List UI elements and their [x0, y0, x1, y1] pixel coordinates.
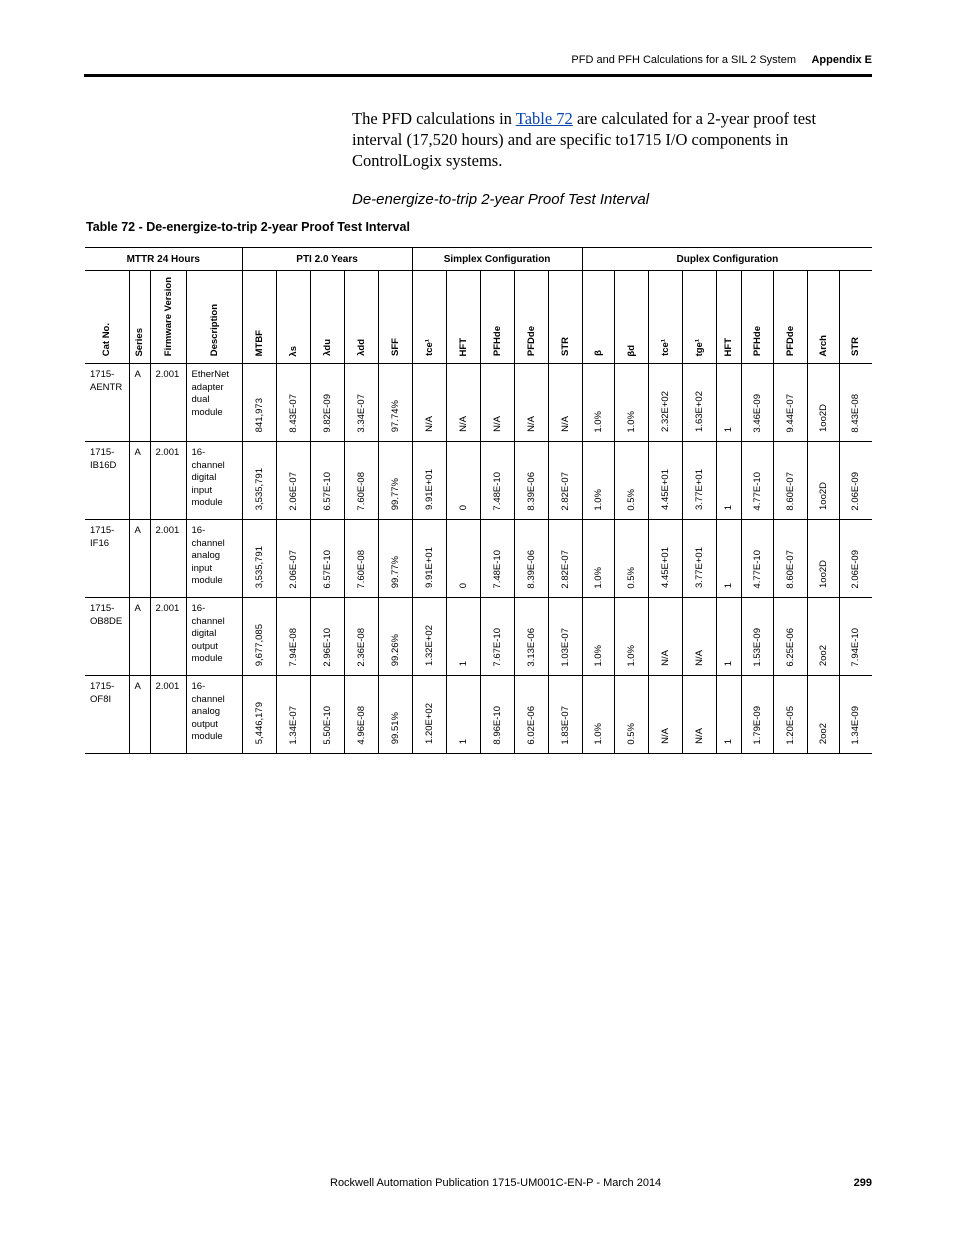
- col-header: HFT: [716, 271, 741, 364]
- value-cell: [839, 598, 872, 676]
- value-text: 1.0%: [592, 644, 604, 667]
- value-cell: [310, 442, 344, 520]
- value-text: N/A: [457, 416, 469, 433]
- value-cell: [310, 598, 344, 676]
- value-text: 9.44E-07: [784, 393, 796, 433]
- value-text: 99.51%: [389, 711, 401, 745]
- value-cell: [480, 442, 514, 520]
- value-text: N/A: [423, 416, 435, 433]
- value-cell: [741, 676, 773, 754]
- page-number: 299: [853, 1177, 872, 1189]
- value-cell: [582, 442, 614, 520]
- value-cell: [614, 520, 648, 598]
- value-cell: [242, 442, 276, 520]
- value-cell: [242, 598, 276, 676]
- col-header: tge¹: [682, 271, 716, 364]
- value-text: 2oo2: [817, 645, 829, 667]
- value-cell: [741, 598, 773, 676]
- value-text: 1: [723, 426, 735, 433]
- value-cell: [276, 364, 310, 442]
- value-text: 1.79E-09: [751, 705, 763, 745]
- running-header-appendix: Appendix E: [811, 54, 872, 66]
- value-text: 3.77E+01: [693, 469, 705, 511]
- value-text: 8.43E-07: [287, 393, 299, 433]
- value-text: 2.06E-09: [850, 549, 862, 589]
- value-cell: [412, 520, 446, 598]
- value-cell: [614, 442, 648, 520]
- firmware-cell: 2.001: [150, 442, 186, 520]
- header-rule: [84, 74, 872, 77]
- value-cell: [741, 442, 773, 520]
- value-text: 0.5%: [625, 566, 637, 589]
- value-text: 97.74%: [389, 399, 401, 433]
- value-text: 6.02E-06: [525, 705, 537, 745]
- description-cell: 16-channel analog output module: [186, 676, 242, 754]
- value-cell: [807, 676, 839, 754]
- value-text: 4.45E+01: [659, 469, 671, 511]
- value-text: N/A: [693, 650, 705, 667]
- value-text: 8.60E-07: [784, 549, 796, 589]
- value-text: 1.34E-07: [287, 705, 299, 745]
- value-cell: [548, 598, 582, 676]
- series-cell: A: [129, 598, 150, 676]
- value-cell: [773, 598, 807, 676]
- value-text: 8.39E-06: [525, 549, 537, 589]
- value-text: 5.50E-10: [321, 705, 333, 745]
- value-text: 99.77%: [389, 555, 401, 589]
- value-text: 9,677,085: [253, 623, 265, 667]
- col-header: Firmware Version: [150, 271, 186, 364]
- value-cell: [276, 676, 310, 754]
- value-cell: [682, 364, 716, 442]
- value-text: 4.96E-08: [355, 705, 367, 745]
- firmware-cell: 2.001: [150, 520, 186, 598]
- value-cell: [839, 520, 872, 598]
- value-cell: [648, 364, 682, 442]
- value-text: 3,535,791: [253, 467, 265, 511]
- value-text: 1.20E+02: [423, 703, 435, 745]
- value-cell: [344, 598, 378, 676]
- value-cell: [276, 442, 310, 520]
- value-cell: [446, 520, 480, 598]
- value-text: 4.77E-10: [751, 549, 763, 589]
- value-text: 1oo2D: [817, 482, 829, 511]
- group-header-row: [85, 248, 872, 271]
- value-text: N/A: [693, 728, 705, 745]
- value-cell: [548, 442, 582, 520]
- value-cell: [773, 442, 807, 520]
- value-text: 3.34E-07: [355, 393, 367, 433]
- col-header: MTBF: [242, 271, 276, 364]
- value-text: 1.0%: [625, 410, 637, 433]
- table-row: [85, 364, 872, 442]
- col-header: βd: [614, 271, 648, 364]
- value-text: 3.46E-09: [751, 393, 763, 433]
- intro-text-end: are calculated for a 2-year proof test interval (17,520 hours) and are specific to1715 I/O components in ControlLogix systems.: [352, 109, 817, 170]
- value-cell: [480, 520, 514, 598]
- value-text: 2.06E-09: [850, 471, 862, 511]
- value-cell: [446, 598, 480, 676]
- value-text: N/A: [491, 416, 503, 433]
- value-cell: [839, 442, 872, 520]
- group-mttr: MTTR 24 Hours: [85, 248, 242, 271]
- value-text: 1: [457, 738, 469, 745]
- section-subheading: De-energize-to-trip 2-year Proof Test Interval: [352, 191, 650, 208]
- value-text: N/A: [559, 416, 571, 433]
- col-header: PFHde: [741, 271, 773, 364]
- value-cell: [446, 364, 480, 442]
- value-text: 0: [457, 504, 469, 511]
- col-header: λdd: [344, 271, 378, 364]
- value-text: 8.60E-07: [784, 471, 796, 511]
- value-cell: [807, 520, 839, 598]
- value-text: 1.0%: [592, 722, 604, 745]
- value-cell: [582, 598, 614, 676]
- value-text: 3,535,791: [253, 545, 265, 589]
- value-cell: [716, 364, 741, 442]
- table-72-link[interactable]: Table 72: [515, 109, 573, 128]
- value-cell: [682, 442, 716, 520]
- series-cell: A: [129, 442, 150, 520]
- description-cell: 16-channel analog input module: [186, 520, 242, 598]
- group-simplex: Simplex Configuration: [412, 248, 582, 271]
- value-cell: [807, 442, 839, 520]
- value-cell: [548, 364, 582, 442]
- col-header: λdu: [310, 271, 344, 364]
- value-cell: [412, 442, 446, 520]
- value-cell: [242, 520, 276, 598]
- value-cell: [682, 676, 716, 754]
- description-cell: 16-channel digital output module: [186, 598, 242, 676]
- value-cell: [480, 598, 514, 676]
- value-cell: [480, 364, 514, 442]
- value-cell: [378, 598, 412, 676]
- value-cell: [582, 520, 614, 598]
- col-header: tce¹: [412, 271, 446, 364]
- col-header: Series: [129, 271, 150, 364]
- value-text: 2oo2: [817, 723, 829, 745]
- value-text: 7.67E-10: [491, 627, 503, 667]
- value-text: 7.60E-08: [355, 549, 367, 589]
- value-cell: [514, 520, 548, 598]
- value-text: 9.91E+01: [423, 547, 435, 589]
- value-cell: [582, 364, 614, 442]
- value-cell: [242, 364, 276, 442]
- value-cell: [378, 676, 412, 754]
- value-cell: [480, 676, 514, 754]
- value-text: 1.53E-09: [751, 627, 763, 667]
- value-text: 1.0%: [625, 644, 637, 667]
- value-cell: [773, 364, 807, 442]
- value-text: 7.48E-10: [491, 549, 503, 589]
- value-cell: [839, 676, 872, 754]
- value-cell: [514, 676, 548, 754]
- footer-publication: Rockwell Automation Publication 1715-UM001C-EN-P - March 2014: [330, 1177, 662, 1189]
- col-header: tce¹: [648, 271, 682, 364]
- value-text: 1: [723, 738, 735, 745]
- value-cell: [514, 364, 548, 442]
- value-cell: [741, 520, 773, 598]
- value-cell: [716, 442, 741, 520]
- cat-no-cell: 1715-OB8DE: [85, 598, 129, 676]
- cat-no-cell: 1715-OF8I: [85, 676, 129, 754]
- value-text: 6.25E-06: [784, 627, 796, 667]
- value-text: 1: [723, 582, 735, 589]
- col-header: PFHde: [480, 271, 514, 364]
- value-text: 1.63E+02: [693, 391, 705, 433]
- table-caption: Table 72 - De-energize-to-trip 2-year Proof Test Interval: [86, 220, 410, 234]
- value-cell: [514, 442, 548, 520]
- value-text: 4.77E-10: [751, 471, 763, 511]
- value-text: 2.32E+02: [659, 391, 671, 433]
- pfd-table: [85, 247, 872, 754]
- firmware-cell: 2.001: [150, 364, 186, 442]
- col-header: Arch: [807, 271, 839, 364]
- value-cell: [582, 676, 614, 754]
- value-cell: [242, 676, 276, 754]
- series-cell: A: [129, 364, 150, 442]
- value-text: N/A: [659, 650, 671, 667]
- value-text: 2.82E-07: [559, 549, 571, 589]
- value-text: 0.5%: [625, 722, 637, 745]
- table-row: [85, 598, 872, 676]
- intro-paragraph: [352, 108, 862, 171]
- value-text: 1.03E-07: [559, 627, 571, 667]
- cat-no-cell: 1715-AENTR: [85, 364, 129, 442]
- value-cell: [276, 598, 310, 676]
- value-text: 2.36E-08: [355, 627, 367, 667]
- table-row: [85, 442, 872, 520]
- value-cell: [310, 520, 344, 598]
- value-cell: [648, 676, 682, 754]
- value-text: 7.94E-08: [287, 627, 299, 667]
- series-cell: A: [129, 676, 150, 754]
- value-text: 841,973: [253, 397, 265, 433]
- description-cell: 16-channel digital input module: [186, 442, 242, 520]
- value-text: 7.48E-10: [491, 471, 503, 511]
- firmware-cell: 2.001: [150, 598, 186, 676]
- value-cell: [310, 676, 344, 754]
- value-text: 9.91E+01: [423, 469, 435, 511]
- value-text: 2.96E-10: [321, 627, 333, 667]
- value-text: 1: [723, 660, 735, 667]
- column-header-row: [85, 271, 872, 364]
- value-text: 8.96E-10: [491, 705, 503, 745]
- value-cell: [378, 520, 412, 598]
- col-header: β: [582, 271, 614, 364]
- value-text: 1: [457, 660, 469, 667]
- value-text: 1.83E-07: [559, 705, 571, 745]
- value-cell: [614, 598, 648, 676]
- value-cell: [614, 364, 648, 442]
- group-pti: PTI 2.0 Years: [242, 248, 412, 271]
- value-cell: [446, 442, 480, 520]
- value-cell: [412, 676, 446, 754]
- value-text: 1.32E+02: [423, 625, 435, 667]
- intro-text-start: The PFD calculations in: [352, 109, 516, 128]
- col-header: λs: [276, 271, 310, 364]
- value-cell: [378, 364, 412, 442]
- value-cell: [548, 520, 582, 598]
- value-cell: [682, 520, 716, 598]
- value-text: 99.77%: [389, 477, 401, 511]
- col-header: HFT: [446, 271, 480, 364]
- value-cell: [412, 598, 446, 676]
- value-text: 2.06E-07: [287, 549, 299, 589]
- firmware-cell: 2.001: [150, 676, 186, 754]
- table-row: [85, 676, 872, 754]
- value-text: 1.20E-05: [784, 705, 796, 745]
- cat-no-cell: 1715-IF16: [85, 520, 129, 598]
- value-text: 2.06E-07: [287, 471, 299, 511]
- value-text: 8.39E-06: [525, 471, 537, 511]
- value-text: 1oo2D: [817, 404, 829, 433]
- value-text: 1.0%: [592, 566, 604, 589]
- value-text: 1.0%: [592, 410, 604, 433]
- value-text: 6.57E-10: [321, 471, 333, 511]
- value-text: N/A: [659, 728, 671, 745]
- value-cell: [648, 442, 682, 520]
- value-cell: [378, 442, 412, 520]
- value-cell: [614, 676, 648, 754]
- col-header: SFF: [378, 271, 412, 364]
- value-cell: [344, 442, 378, 520]
- value-text: 9.82E-09: [321, 393, 333, 433]
- col-header: STR: [839, 271, 872, 364]
- value-cell: [682, 598, 716, 676]
- table-body: [85, 364, 872, 754]
- value-cell: [773, 520, 807, 598]
- value-cell: [344, 676, 378, 754]
- col-header: PFDde: [514, 271, 548, 364]
- value-cell: [344, 520, 378, 598]
- value-text: 99.26%: [389, 633, 401, 667]
- value-cell: [716, 676, 741, 754]
- col-header: PFDde: [773, 271, 807, 364]
- col-header: Description: [186, 271, 242, 364]
- value-cell: [648, 520, 682, 598]
- value-text: N/A: [525, 416, 537, 433]
- value-text: 7.94E-10: [850, 627, 862, 667]
- value-cell: [310, 364, 344, 442]
- col-header: Cat No.: [85, 271, 129, 364]
- cat-no-cell: 1715-IB16D: [85, 442, 129, 520]
- value-cell: [648, 598, 682, 676]
- value-text: 1.34E-09: [850, 705, 862, 745]
- value-cell: [548, 676, 582, 754]
- value-text: 1: [723, 504, 735, 511]
- value-text: 0.5%: [625, 488, 637, 511]
- value-cell: [344, 364, 378, 442]
- description-cell: EtherNet adapter dual module: [186, 364, 242, 442]
- value-cell: [839, 364, 872, 442]
- series-cell: A: [129, 520, 150, 598]
- value-text: 3.77E+01: [693, 547, 705, 589]
- value-cell: [716, 598, 741, 676]
- value-cell: [741, 364, 773, 442]
- value-text: 7.60E-08: [355, 471, 367, 511]
- value-text: 5,446,179: [253, 701, 265, 745]
- value-text: 1oo2D: [817, 560, 829, 589]
- value-cell: [514, 598, 548, 676]
- value-cell: [276, 520, 310, 598]
- value-text: 4.45E+01: [659, 547, 671, 589]
- value-text: 6.57E-10: [321, 549, 333, 589]
- value-cell: [716, 520, 741, 598]
- col-header: STR: [548, 271, 582, 364]
- value-text: 3.13E-06: [525, 627, 537, 667]
- group-duplex: Duplex Configuration: [582, 248, 872, 271]
- value-text: 1.0%: [592, 488, 604, 511]
- value-text: 8.43E-08: [850, 393, 862, 433]
- value-cell: [807, 598, 839, 676]
- value-cell: [412, 364, 446, 442]
- table-row: [85, 520, 872, 598]
- value-text: 2.82E-07: [559, 471, 571, 511]
- value-cell: [773, 676, 807, 754]
- value-cell: [807, 364, 839, 442]
- running-header-title: PFD and PFH Calculations for a SIL 2 System: [571, 54, 796, 66]
- value-cell: [446, 676, 480, 754]
- value-text: 0: [457, 582, 469, 589]
